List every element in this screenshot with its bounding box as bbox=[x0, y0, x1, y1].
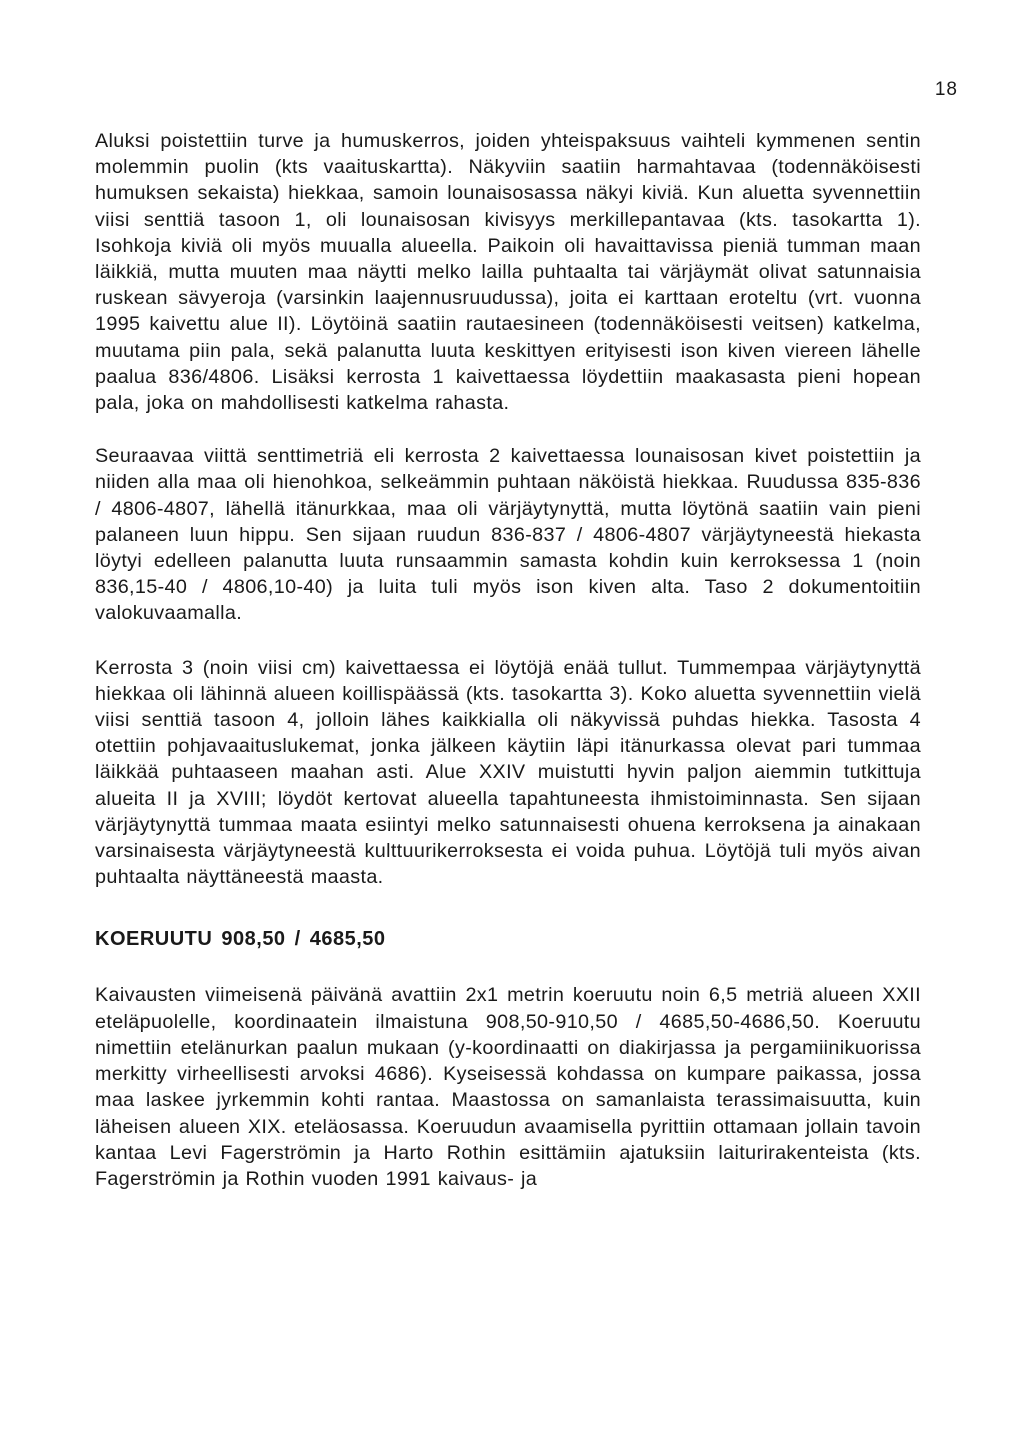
paragraph-excavation-layer-2: Seuraavaa viittä senttimetriä eli kerrosta 2 kaivettaessa lounaisosan kivet poistettiin ja niiden alla maa oli hienohkoa, selkeämmin puhtaan näköistä hiekkaa. Ruudussa 835-836 / 4806-4807, lähellä itänurkkaa, maa oli värjäytynyttä, mutta löytönä saatiin vain pieni palaneen luun hippu. Sen sijaan ruudun 836-837 / 4806-4807 värjäytyneestä hiekasta löytyi edelleen palanutta luuta runsaammin samasta kohdin kuin kerroksessa 1 (noin 836,15-40 / 4806,10-40) ja luita tuli myös ison kiven alta. Taso 2 dokumentoitiin valokuvaamalla. bbox=[95, 445, 921, 625]
paragraph-excavation-layer-3: Kerrosta 3 (noin viisi cm) kaivettaessa ei löytöjä enää tullut. Tummempaa värjäytynyttä hiekkaa oli lähinnä alueen koillispäässä (kts. tasokartta 3). Koko aluetta syvennettiin vielä viisi senttiä tasoon 4, jolloin lähes kaikkialla oli näkyvissä puhdas hiekka. Tasosta 4 otettiin pohjavaaituslukemat, jonka jälkeen käytiin läpi itänurkassa olevat pari tummaa läikkää puhtaaseen maahan asti. Alue XXIV muistutti hyvin paljon aiemmin tutkittuja alueita II ja XVIII; löydöt kertovat alueella tapahtuneesta ihmistoiminnasta. Sen sijaan värjäytynyttä tummaa maata esiintyi melko satunnaisesti ohuena kerroksena ja ainakaan varsinaisesta värjäytyneestä kulttuurikerroksesta ei voida puhua. Löytöjä tuli myös aivan puhtaalta näyttäneestä maasta. bbox=[95, 656, 921, 889]
section-heading: KOERUUTU 908,50 / 4685,50 bbox=[95, 928, 386, 951]
page-number: 18 bbox=[934, 79, 958, 100]
page-body bbox=[95, 128, 921, 1192]
paragraph-excavation-layer-1: Aluksi poistettiin turve ja humuskerros, joiden yhteispaksuus vaihteli kymmenen sentin molemmin puolin (kts vaaituskartta). Näkyviin saatiin harmahtavaa (todennäköisesti humuksen sekaista) hiekkaa, samoin lounaisosassa näkyi kiviä. Kun aluetta syvennettiin viisi senttiä tasoon 1, oli lounaisosan kivisyys merkillepantavaa (kts. tasokartta 1). Isohkoja kiviä oli myös muualla alueella. Paikoin oli havaittavissa pieniä tumman maan läikkiä, mutta muuten maa näytti melko lailla puhtaalta tai värjäymät olivat satunnaisia ruskean sävyeroja (varsinkin laajennusruudussa), joita ei karttaan eroteltu (vrt. vuonna 1995 kaivettu alue II). Löytöinä saatiin rautaesineen (todennäköisesti veitsen) katkelma, muutama piin pala, sekä palanutta luuta keskittyen erityisesti ison kiven viereen lähelle paalua 836/4806. Lisäksi kerrosta 1 kaivettaessa löydettiin maakasasta pieni hopean pala, joka on mahdollisesti katkelma rahasta. bbox=[95, 130, 921, 415]
paragraph-test-pit: Kaivausten viimeisenä päivänä avattiin 2x1 metrin koeruutu noin 6,5 metriä alueen XXII eteläpuolelle, koordinaatein ilmaistuna 908,50-910,50 / 4685,50-4686,50. Koeruutu nimettiin etelänurkan paalun mukaan (y-koordinaatti on diakirjassa ja pergamiinikuorissa merkitty virheellisesti arvoksi 4686). Kyseisessä kohdassa on kumpare paikassa, jossa maa laskee jyrkemmin kohti rantaa. Maastossa on samanlaista terassimaisuutta, kuin läheisen alueen XIX. eteläosassa. Koeruudun avaamisella pyrittiin ottamaan jollain tavoin kantaa Levi Fagerströmin ja Harto Rothin esittämiin ajatuksiin laiturirakenteista (kts. Fagerströmin ja Rothin vuoden 1991 kaivaus- ja bbox=[95, 984, 921, 1190]
